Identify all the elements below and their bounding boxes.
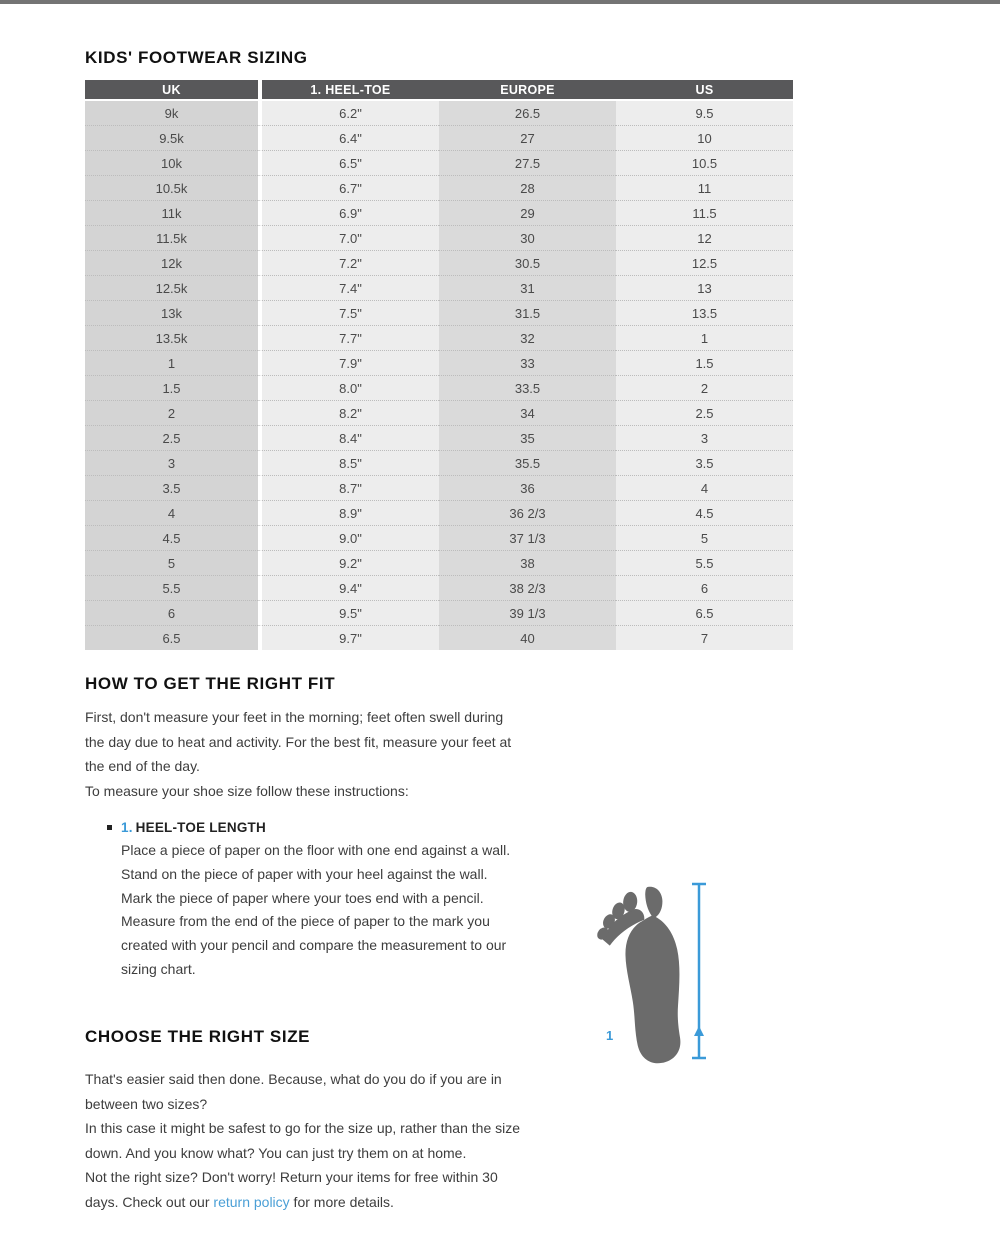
choose-size-line: between two sizes? xyxy=(85,1095,208,1112)
column-header-europe: EUROPE xyxy=(439,80,616,101)
choose-size-heading: CHOOSE THE RIGHT SIZE xyxy=(85,1027,311,1046)
table-row xyxy=(85,401,793,426)
table-cell: 1 xyxy=(85,351,262,376)
table-cell: 3 xyxy=(85,451,262,476)
how-to-intro-line: First, don't measure your feet in the morning; feet often swell during xyxy=(85,709,504,725)
table-cell: 4 xyxy=(616,476,793,501)
table-cell: 1.5 xyxy=(85,376,262,401)
table-cell: 7 xyxy=(616,626,793,650)
table-row xyxy=(85,176,793,201)
how-to-intro-line: To measure your shoe size follow these instructions: xyxy=(85,782,409,799)
table-row xyxy=(85,451,793,476)
table-cell: 8.5" xyxy=(262,451,439,476)
choose-size-line xyxy=(85,1190,585,1215)
table-row xyxy=(85,351,793,376)
table-cell: 31.5 xyxy=(439,301,616,326)
table-cell: 4.5 xyxy=(85,526,262,551)
table-cell: 6.5 xyxy=(616,601,793,626)
choose-size-line: Not the right size? Don't worry! Return your items for free within 30 xyxy=(85,1169,498,1185)
table-cell: 4 xyxy=(85,501,262,526)
table-cell: 9.2" xyxy=(262,551,439,576)
column-header-heel-toe: 1. HEEL-TOE xyxy=(262,80,439,101)
foot-measurement-illustration xyxy=(596,876,721,1072)
step-instruction-line: Measure from the end of the piece of paper to the mark you xyxy=(121,913,490,930)
table-cell: 1.5 xyxy=(616,351,793,376)
table-cell: 37 1/3 xyxy=(439,526,616,551)
table-cell: 28 xyxy=(439,176,616,201)
how-to-intro-line: the day due to heat and activity. For the best fit, measure your feet at xyxy=(85,733,512,750)
table-cell: 8.4" xyxy=(262,426,439,451)
step-title xyxy=(121,820,266,835)
step-instruction-line: Place a piece of paper on the floor with one end against a wall. xyxy=(121,842,511,858)
table-cell: 9.0" xyxy=(262,526,439,551)
table-cell: 6.9" xyxy=(262,201,439,226)
table-row xyxy=(85,101,793,126)
section-choose-size xyxy=(85,1027,585,1214)
table-cell: 13k xyxy=(85,301,262,326)
table-cell: 6.5" xyxy=(262,151,439,176)
table-cell: 5.5 xyxy=(616,551,793,576)
return-text-after: for more details. xyxy=(289,1193,394,1210)
table-cell: 9.5" xyxy=(262,601,439,626)
table-cell: 7.4" xyxy=(262,276,439,301)
table-row xyxy=(85,576,793,601)
table-row xyxy=(85,376,793,401)
size-table-header-row xyxy=(85,80,793,101)
table-cell: 10 xyxy=(616,126,793,151)
top-bar xyxy=(0,0,1000,4)
table-cell: 33.5 xyxy=(439,376,616,401)
table-cell: 12.5 xyxy=(616,251,793,276)
table-row xyxy=(85,276,793,301)
table-cell: 10.5k xyxy=(85,176,262,201)
step-heel-toe-length xyxy=(107,820,537,982)
table-cell: 8.7" xyxy=(262,476,439,501)
step-instruction-line: created with your pencil and compare the measurement to our xyxy=(121,937,507,954)
table-row xyxy=(85,201,793,226)
table-row xyxy=(85,126,793,151)
table-cell: 33 xyxy=(439,351,616,376)
table-cell: 26.5 xyxy=(439,101,616,126)
table-cell: 31 xyxy=(439,276,616,301)
table-cell: 29 xyxy=(439,201,616,226)
choose-size-line: In this case it might be safest to go for the size up, rather than the size xyxy=(85,1120,521,1136)
measure-arrowhead-icon xyxy=(694,1026,704,1036)
table-cell: 35 xyxy=(439,426,616,451)
table-cell: 9.7" xyxy=(262,626,439,650)
table-cell: 35.5 xyxy=(439,451,616,476)
table-cell: 2.5 xyxy=(85,426,262,451)
size-table xyxy=(85,80,793,650)
choose-size-line: down. And you know what? You can just try them on at home. xyxy=(85,1144,467,1161)
table-cell: 1 xyxy=(616,326,793,351)
step-heading xyxy=(107,820,537,835)
table-cell: 5 xyxy=(85,551,262,576)
table-cell: 40 xyxy=(439,626,616,650)
table-cell: 6.7" xyxy=(262,176,439,201)
table-cell: 6.5 xyxy=(85,626,262,650)
table-cell: 6 xyxy=(616,576,793,601)
table-cell: 8.9" xyxy=(262,501,439,526)
table-cell: 2 xyxy=(85,401,262,426)
section-how-to-fit xyxy=(85,674,565,803)
table-row xyxy=(85,426,793,451)
table-cell: 27 xyxy=(439,126,616,151)
how-to-fit-heading: HOW TO GET THE RIGHT FIT xyxy=(85,674,336,693)
table-cell: 11.5 xyxy=(616,201,793,226)
figure-step-label: 1 xyxy=(606,1028,614,1043)
table-cell: 34 xyxy=(439,401,616,426)
table-row xyxy=(85,151,793,176)
table-row xyxy=(85,251,793,276)
table-cell: 9.5 xyxy=(616,101,793,126)
table-cell: 9.5k xyxy=(85,126,262,151)
table-row xyxy=(85,301,793,326)
table-cell: 36 2/3 xyxy=(439,501,616,526)
step-number: 1. xyxy=(121,820,133,835)
table-row xyxy=(85,601,793,626)
table-cell: 11.5k xyxy=(85,226,262,251)
table-cell: 11 xyxy=(616,176,793,201)
table-row xyxy=(85,226,793,251)
table-cell: 7.9" xyxy=(262,351,439,376)
table-cell: 10.5 xyxy=(616,151,793,176)
choose-size-line: That's easier said then done. Because, what do you do if you are in xyxy=(85,1071,502,1087)
table-cell: 7.2" xyxy=(262,251,439,276)
table-cell: 4.5 xyxy=(616,501,793,526)
step-label: HEEL-TOE LENGTH xyxy=(135,820,266,835)
table-cell: 12k xyxy=(85,251,262,276)
table-cell: 6.2" xyxy=(262,101,439,126)
table-cell: 30 xyxy=(439,226,616,251)
table-cell: 6 xyxy=(85,601,262,626)
return-policy-link[interactable]: return policy xyxy=(213,1193,290,1210)
table-cell: 36 xyxy=(439,476,616,501)
table-cell: 13.5k xyxy=(85,326,262,351)
table-cell: 6.4" xyxy=(262,126,439,151)
table-cell: 7.5" xyxy=(262,301,439,326)
bullet-square-icon xyxy=(107,825,112,830)
page-title: KIDS' FOOTWEAR SIZING xyxy=(85,48,308,67)
table-cell: 3 xyxy=(616,426,793,451)
table-cell: 9k xyxy=(85,101,262,126)
table-cell: 7.0" xyxy=(262,226,439,251)
return-text-before: days. Check out our xyxy=(85,1193,214,1210)
table-cell: 11k xyxy=(85,201,262,226)
table-cell: 5.5 xyxy=(85,576,262,601)
how-to-intro-line: the end of the day. xyxy=(85,758,200,774)
step-instruction-line: sizing chart. xyxy=(121,960,196,977)
table-cell: 10k xyxy=(85,151,262,176)
step-instructions xyxy=(121,839,537,982)
table-cell: 3.5 xyxy=(616,451,793,476)
table-cell: 13.5 xyxy=(616,301,793,326)
table-row xyxy=(85,551,793,576)
table-cell: 13 xyxy=(616,276,793,301)
table-cell: 30.5 xyxy=(439,251,616,276)
table-cell: 39 1/3 xyxy=(439,601,616,626)
table-cell: 3.5 xyxy=(85,476,262,501)
table-cell: 5 xyxy=(616,526,793,551)
table-cell: 8.2" xyxy=(262,401,439,426)
size-table-header xyxy=(85,80,793,101)
table-cell: 9.4" xyxy=(262,576,439,601)
table-row xyxy=(85,626,793,650)
table-cell: 12.5k xyxy=(85,276,262,301)
table-cell: 7.7" xyxy=(262,326,439,351)
table-cell: 38 2/3 xyxy=(439,576,616,601)
table-cell: 32 xyxy=(439,326,616,351)
column-header-uk: UK xyxy=(85,80,262,101)
table-cell: 8.0" xyxy=(262,376,439,401)
step-instruction-line: Stand on the piece of paper with your heel against the wall. xyxy=(121,865,488,882)
table-cell: 2.5 xyxy=(616,401,793,426)
table-cell: 27.5 xyxy=(439,151,616,176)
table-row xyxy=(85,526,793,551)
size-table-body xyxy=(85,101,793,650)
table-cell: 38 xyxy=(439,551,616,576)
step-instruction-line: Mark the piece of paper where your toes end with a pencil. xyxy=(121,889,484,906)
table-row xyxy=(85,326,793,351)
table-row xyxy=(85,501,793,526)
table-cell: 2 xyxy=(616,376,793,401)
column-header-us: US xyxy=(616,80,793,101)
table-cell: 12 xyxy=(616,226,793,251)
measure-figure xyxy=(596,876,721,1072)
table-row xyxy=(85,476,793,501)
